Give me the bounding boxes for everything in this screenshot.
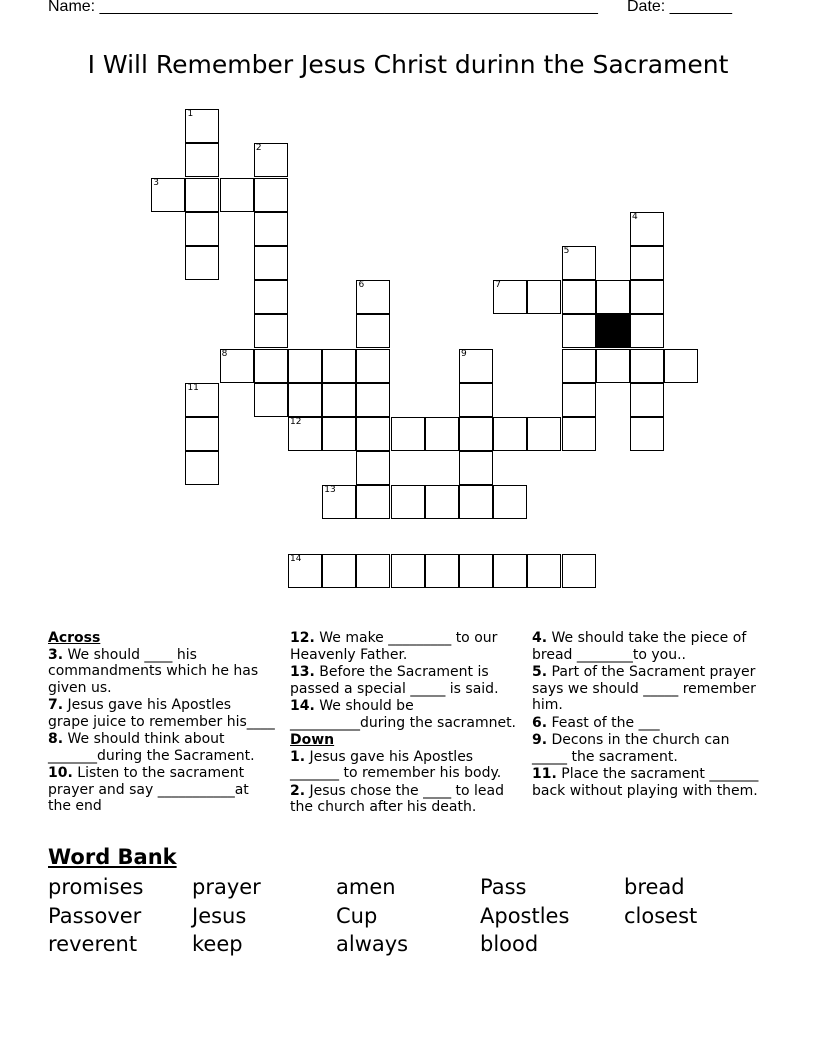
grid-cell[interactable]: [459, 383, 493, 417]
clue-down-11: [532, 766, 764, 799]
word-bank-item: Pass: [480, 875, 527, 899]
grid-cell[interactable]: [493, 485, 527, 519]
grid-cell[interactable]: [630, 212, 664, 246]
clue-number: 10.: [48, 765, 73, 781]
grid-cell[interactable]: [425, 554, 459, 588]
clue-across-13: [290, 664, 526, 697]
grid-cell[interactable]: [254, 178, 288, 212]
grid-cell[interactable]: [254, 383, 288, 417]
grid-cell[interactable]: [391, 485, 425, 519]
grid-cell[interactable]: [425, 485, 459, 519]
clue-number: 11.: [532, 766, 557, 782]
grid-cell[interactable]: [459, 417, 493, 451]
grid-cell[interactable]: [562, 554, 596, 588]
clue-number-label: 12: [290, 417, 302, 428]
clues-column-3: [532, 630, 764, 800]
clue-across-8: [48, 731, 276, 764]
clue-across-12: [290, 630, 526, 663]
grid-cell[interactable]: [322, 383, 356, 417]
grid-cell[interactable]: [562, 383, 596, 417]
clue-down-4: [532, 630, 764, 663]
clue-text: Jesus gave his Apostles grape juice to remember his____: [48, 697, 275, 730]
grid-cell[interactable]: [356, 485, 390, 519]
clue-across-7: [48, 697, 276, 730]
clue-text: Jesus chose the ____ to lead the church after his death.: [290, 782, 505, 815]
word-bank-item: closest: [624, 903, 698, 928]
grid-cell[interactable]: [356, 314, 390, 348]
grid-cell[interactable]: [527, 417, 561, 451]
grid-cell[interactable]: [562, 349, 596, 383]
clue-number: 13.: [290, 664, 315, 680]
grid-cell[interactable]: [596, 280, 630, 314]
grid-cell[interactable]: [288, 383, 322, 417]
clue-number: 8.: [48, 731, 64, 747]
date-field-label: Date: _______: [627, 0, 732, 15]
grid-cell[interactable]: [562, 314, 596, 348]
clue-number-label: 11: [187, 382, 199, 393]
word-bank-item: amen: [336, 875, 396, 899]
clue-text: Feast of the ___: [551, 714, 660, 731]
word-bank-title: Word Bank: [48, 845, 177, 869]
grid-cell[interactable]: [185, 143, 219, 177]
word-bank-item: Cup: [336, 903, 378, 928]
grid-cell[interactable]: [391, 554, 425, 588]
grid-cell[interactable]: [322, 485, 356, 519]
clue-text: We should ____ his commandments which he has given us.: [48, 646, 259, 696]
grid-cell[interactable]: [185, 451, 219, 485]
clue-text: Decons in the church can _____ the sacrament.: [532, 732, 730, 765]
grid-cell[interactable]: [493, 554, 527, 588]
grid-cell[interactable]: [254, 212, 288, 246]
clue-number: 2.: [290, 782, 306, 799]
clue-number-label: 4: [632, 211, 638, 222]
word-bank-item: keep: [192, 932, 243, 956]
grid-cell[interactable]: [630, 314, 664, 348]
grid-cell[interactable]: [356, 383, 390, 417]
grid-cell[interactable]: [459, 451, 493, 485]
grid-cell[interactable]: [425, 417, 459, 451]
clue-number: 6.: [532, 714, 548, 731]
clue-number: 3.: [48, 646, 64, 663]
grid-cell[interactable]: [664, 349, 698, 383]
grid-cell[interactable]: [630, 349, 664, 383]
clue-number-label: 2: [255, 143, 262, 154]
grid-cell[interactable]: [356, 554, 390, 588]
clue-number-label: 1: [187, 109, 194, 120]
grid-cell[interactable]: [356, 280, 390, 314]
clue-text: Jesus gave his Apostles _______ to remember his body.: [290, 748, 502, 781]
clue-number-label: 7: [495, 280, 501, 291]
clue-text: We make _________ to our Heavenly Father.: [290, 630, 498, 663]
clue-down-9: [532, 732, 764, 765]
grid-cell[interactable]: [254, 314, 288, 348]
grid-cell[interactable]: [630, 383, 664, 417]
grid-cell[interactable]: [185, 417, 219, 451]
grid-cell[interactable]: [562, 280, 596, 314]
word-bank-item: blood: [480, 932, 539, 956]
clue-number: 7.: [48, 697, 64, 713]
clues-column-1: [48, 630, 276, 816]
clue-down-5: [532, 664, 764, 714]
name-field-label: Name: ________________________________________________________: [48, 0, 598, 15]
grid-cell[interactable]: [151, 178, 185, 212]
grid-cell[interactable]: [322, 349, 356, 383]
clue-text: We should think about _______during the Sacrament.: [48, 731, 255, 764]
word-bank-item: prayer: [192, 875, 261, 899]
grid-cell[interactable]: [630, 280, 664, 314]
clue-number: 4.: [532, 630, 548, 646]
clue-text: We should be __________during the sacramnet.: [290, 698, 517, 731]
clue-across-14: [290, 698, 526, 731]
word-bank-item: promises: [48, 875, 144, 899]
grid-cell[interactable]: [562, 417, 596, 451]
grid-cell[interactable]: [254, 280, 288, 314]
word-bank-item: bread: [624, 875, 685, 899]
clue-text: We should take the piece of bread ________to you..: [532, 630, 747, 663]
clue-text: Before the Sacrament is passed a special _____ is said.: [290, 664, 499, 697]
clue-text: Place the sacrament _______ back without playing with them.: [532, 766, 759, 799]
across-heading: Across: [48, 630, 101, 646]
grid-cell[interactable]: [322, 554, 356, 588]
word-bank-item: reverent: [48, 932, 138, 956]
clue-number: 14.: [290, 698, 315, 714]
grid-cell[interactable]: [527, 554, 561, 588]
grid-cell[interactable]: [356, 417, 390, 451]
grid-cell[interactable]: [185, 212, 219, 246]
clue-number: 5.: [532, 664, 548, 680]
grid-cell[interactable]: [288, 554, 322, 588]
clue-number-label: 6: [358, 280, 365, 291]
grid-cell[interactable]: [493, 280, 527, 314]
grid-cell[interactable]: [527, 280, 561, 314]
clue-down-6: [532, 715, 764, 732]
grid-cell[interactable]: [185, 383, 219, 417]
clue-number: 1.: [290, 748, 306, 765]
grid-cell[interactable]: [288, 417, 322, 451]
grid-cell[interactable]: [459, 349, 493, 383]
clue-number-label: 3: [153, 177, 159, 188]
grid-cell[interactable]: [254, 349, 288, 383]
word-bank-item: Apostles: [480, 903, 570, 928]
grid-cell[interactable]: [391, 417, 425, 451]
grid-cell[interactable]: [322, 417, 356, 451]
clue-text: Listen to the sacrament prayer and say ___________at the end: [48, 765, 249, 814]
down-heading: Down: [290, 732, 335, 748]
grid-cell[interactable]: [254, 143, 288, 177]
grid-cell[interactable]: [185, 246, 219, 280]
clue-number: 12.: [290, 630, 315, 646]
grid-cell[interactable]: [630, 246, 664, 280]
clue-number-label: 5: [563, 246, 570, 257]
grid-cell[interactable]: [493, 417, 527, 451]
clues-column-2: [290, 630, 526, 817]
grid-cell[interactable]: [562, 246, 596, 280]
clue-number-label: 8: [221, 348, 228, 359]
black-cell: [596, 314, 630, 348]
clue-down-2: [290, 783, 526, 816]
grid-cell[interactable]: [185, 178, 219, 212]
clue-across-3: [48, 647, 276, 697]
clue-number-label: 14: [290, 553, 302, 564]
grid-cell[interactable]: [254, 246, 288, 280]
clue-across-10: [48, 765, 276, 815]
clue-number-label: 13: [324, 485, 336, 496]
clue-down-1: [290, 749, 526, 782]
grid-cell[interactable]: [288, 349, 322, 383]
grid-cell[interactable]: [220, 178, 254, 212]
grid-cell[interactable]: [596, 349, 630, 383]
grid-cell[interactable]: [185, 109, 219, 143]
word-bank-item: Jesus: [192, 903, 247, 928]
grid-cell[interactable]: [459, 554, 493, 588]
page-title: I Will Remember Jesus Christ durinn the Sacrament: [87, 50, 729, 79]
clue-number-label: 9: [461, 348, 467, 359]
grid-cell[interactable]: [220, 349, 254, 383]
clue-number: 9.: [532, 732, 548, 748]
clue-text: Part of the Sacrament prayer says we should _____ remember him.: [532, 664, 756, 713]
grid-cell[interactable]: [356, 451, 390, 485]
grid-cell[interactable]: [459, 485, 493, 519]
grid-cell[interactable]: [630, 417, 664, 451]
word-bank-item: always: [336, 932, 409, 956]
grid-cell[interactable]: [356, 349, 390, 383]
word-bank-item: Passover: [48, 903, 142, 928]
